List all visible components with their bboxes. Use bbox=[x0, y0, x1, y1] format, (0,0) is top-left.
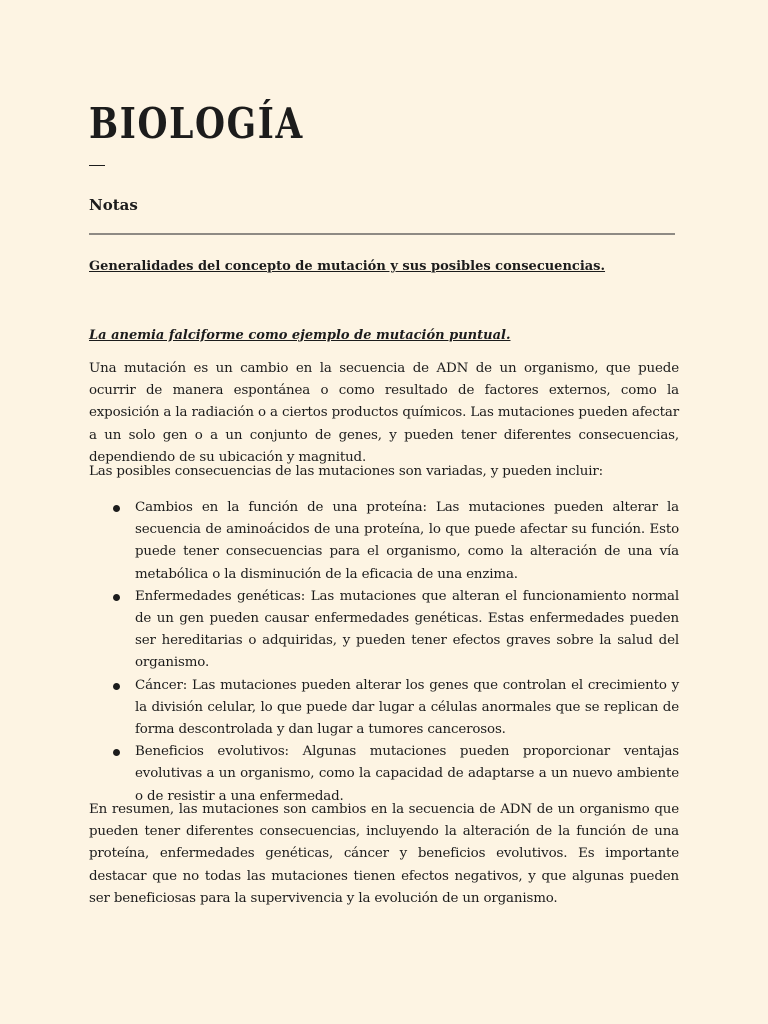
section-subheading: La anemia falciforme como ejemplo de mutación puntual. bbox=[89, 328, 511, 343]
list-item bbox=[89, 741, 679, 808]
section-heading: Generalidades del concepto de mutación y sus posibles consecuencias. bbox=[89, 259, 606, 274]
list-item-text: Cambios en la función de una proteína: Las mutaciones pueden alterar la secuencia de aminoácidos de una proteína, lo que puede afectar su función. Esto puede tener consecuencias para el organismo, como la alteración de una vía metabólica o la disminución de la eficacia de una enzima. bbox=[135, 500, 679, 582]
paragraph-summary: En resumen, las mutaciones son cambios en la secuencia de ADN de un organismo que pueden tener diferentes consecuencias, incluyendo la alteración de la función de una proteína, enfermedades genéticas, cáncer y beneficios evolutivos. Es importante destacar que no todas las mutaciones tienen efectos negativos, y que algunas pueden ser beneficiosas para la supervivencia y la evolución de un organismo. bbox=[89, 802, 679, 906]
paragraph-consequences-intro: Las posibles consecuencias de las mutaciones son variadas, y pueden incluir: bbox=[89, 464, 603, 479]
bullet-icon bbox=[113, 505, 120, 512]
paragraph-intro: Una mutación es un cambio en la secuencia de ADN de un organismo, que puede ocurrir de manera espontánea o como resultado de factores externos, como la exposición a la radiación o a ciertos productos químicos. Las mutaciones pueden afectar a un solo gen o a un conjunto de genes, y pueden tener diferentes consecuencias, dependiendo de su ubicación y magnitud. bbox=[89, 361, 679, 465]
list-item-text: Enfermedades genéticas: Las mutaciones que alteran el funcionamiento normal de un gen pueden causar enfermedades genéticas. Estas enfermedades pueden ser hereditarias o adquiridas, y pueden tener efectos graves sobre la salud del organismo. bbox=[135, 588, 679, 671]
list-item bbox=[89, 497, 679, 586]
page-subtitle: Notas bbox=[89, 196, 138, 214]
list-item bbox=[89, 586, 679, 675]
title-dash-divider bbox=[89, 165, 105, 166]
bullet-icon bbox=[113, 749, 120, 756]
list-item-text: Beneficios evolutivos: Algunas mutaciones pueden proporcionar ventajas evolutivas a un organismo, como la capacidad de adaptarse a un nuevo ambiente o de resistir a una enfermedad. bbox=[135, 744, 679, 804]
bullet-icon bbox=[113, 594, 120, 601]
bullet-icon bbox=[113, 683, 120, 690]
consequences-list bbox=[89, 497, 679, 808]
list-item bbox=[89, 675, 679, 742]
list-item-text: Cáncer: Las mutaciones pueden alterar los genes que controlan el crecimiento y la división celular, lo que puede dar lugar a células anormales que se replican de forma descontrolada y dan lugar a tumores cancerosos. bbox=[135, 677, 679, 738]
horizontal-rule bbox=[89, 233, 675, 235]
page-title: BIOLOGÍA bbox=[89, 99, 304, 148]
